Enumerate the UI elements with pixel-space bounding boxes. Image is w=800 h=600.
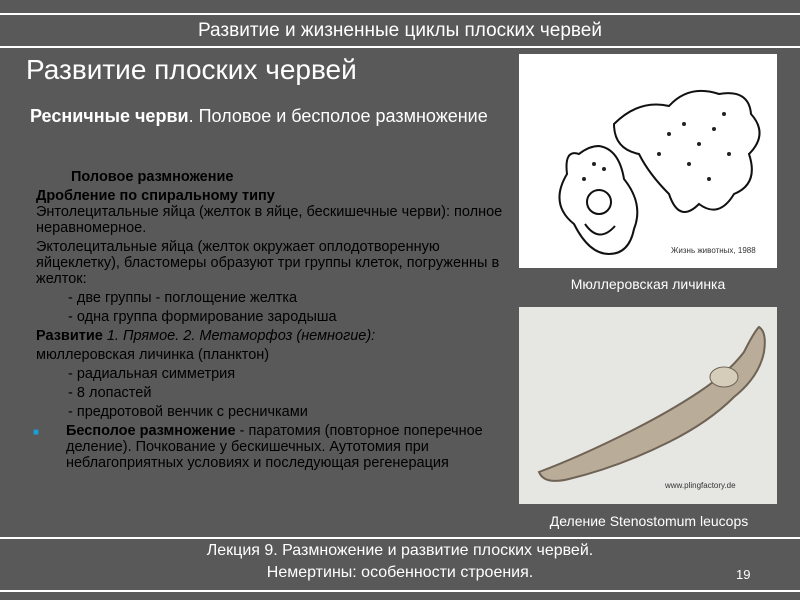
slide-title: Развитие плоских червей	[26, 54, 357, 85]
ecto-eggs: Эктолецитальные яйца (желток окружает оплодотворенную яйцеклетку), бластомеры образуют три группы клеток, погруженны в желток:	[36, 239, 500, 287]
bottom-image-credit: www.plingfactory.de	[665, 481, 736, 490]
spiral-cleavage: Дробление по спиральному типу	[36, 188, 275, 204]
muller-larva-image	[519, 54, 777, 268]
worm-icon	[519, 307, 777, 504]
header-divider	[0, 46, 800, 48]
asexual	[33, 423, 506, 471]
footer-divider	[0, 537, 800, 539]
asexual-rest: - паратомия (повторное поперечное деление). Почкование у бескишечных. Аутотомия при неблагоприятных условиях и последующая регенерация	[66, 423, 483, 471]
footer-line1: Лекция 9. Размножение и развитие плоских червей.	[206, 542, 594, 559]
development-bold: Развитие	[36, 328, 103, 344]
footer-line2: Немертины: особенности строения.	[266, 564, 534, 581]
ento-eggs: Энтолецитальные яйца (желток в яйце, бескишечные черви): полное неравномерное.	[36, 204, 503, 236]
top-image-caption: Мюллеровская личинка	[570, 276, 726, 292]
slide-header: Развитие и жизненные циклы плоских червей	[198, 20, 602, 41]
subtitle	[30, 103, 500, 129]
bottom-image-caption: Деление Stenostomum leucops	[549, 513, 749, 529]
bottom-divider	[0, 590, 800, 592]
subtitle-rest: . Половое и бесполое размножение	[188, 106, 488, 126]
page-number: 19	[736, 567, 751, 582]
larva-drawing-icon	[519, 54, 777, 268]
development	[36, 328, 506, 344]
development-rest: 1. Прямое. 2. Метаморфоз (немногие):	[102, 328, 376, 344]
heading-sexual: Половое размножение	[71, 169, 234, 185]
asexual-bold: Бесполое размножение	[66, 423, 236, 439]
list-item: - предротовой венчик с ресничками	[68, 404, 308, 420]
list-item: - две группы - поглощение желтка	[68, 290, 298, 306]
body-text	[33, 169, 506, 471]
list-item: - 8 лопастей	[68, 385, 152, 401]
top-image-credit: Жизнь животных, 1988	[671, 246, 756, 255]
stenostomum-image	[519, 307, 777, 504]
top-divider	[0, 13, 800, 15]
subtitle-bold: Ресничные черви	[30, 106, 189, 126]
bullet-icon: ■	[33, 427, 40, 438]
list-item: - радиальная симметрия	[68, 366, 236, 382]
list-item: - одна группа формирование зародыша	[68, 309, 337, 325]
larva-line: мюллеровская личинка (планктон)	[36, 347, 270, 363]
